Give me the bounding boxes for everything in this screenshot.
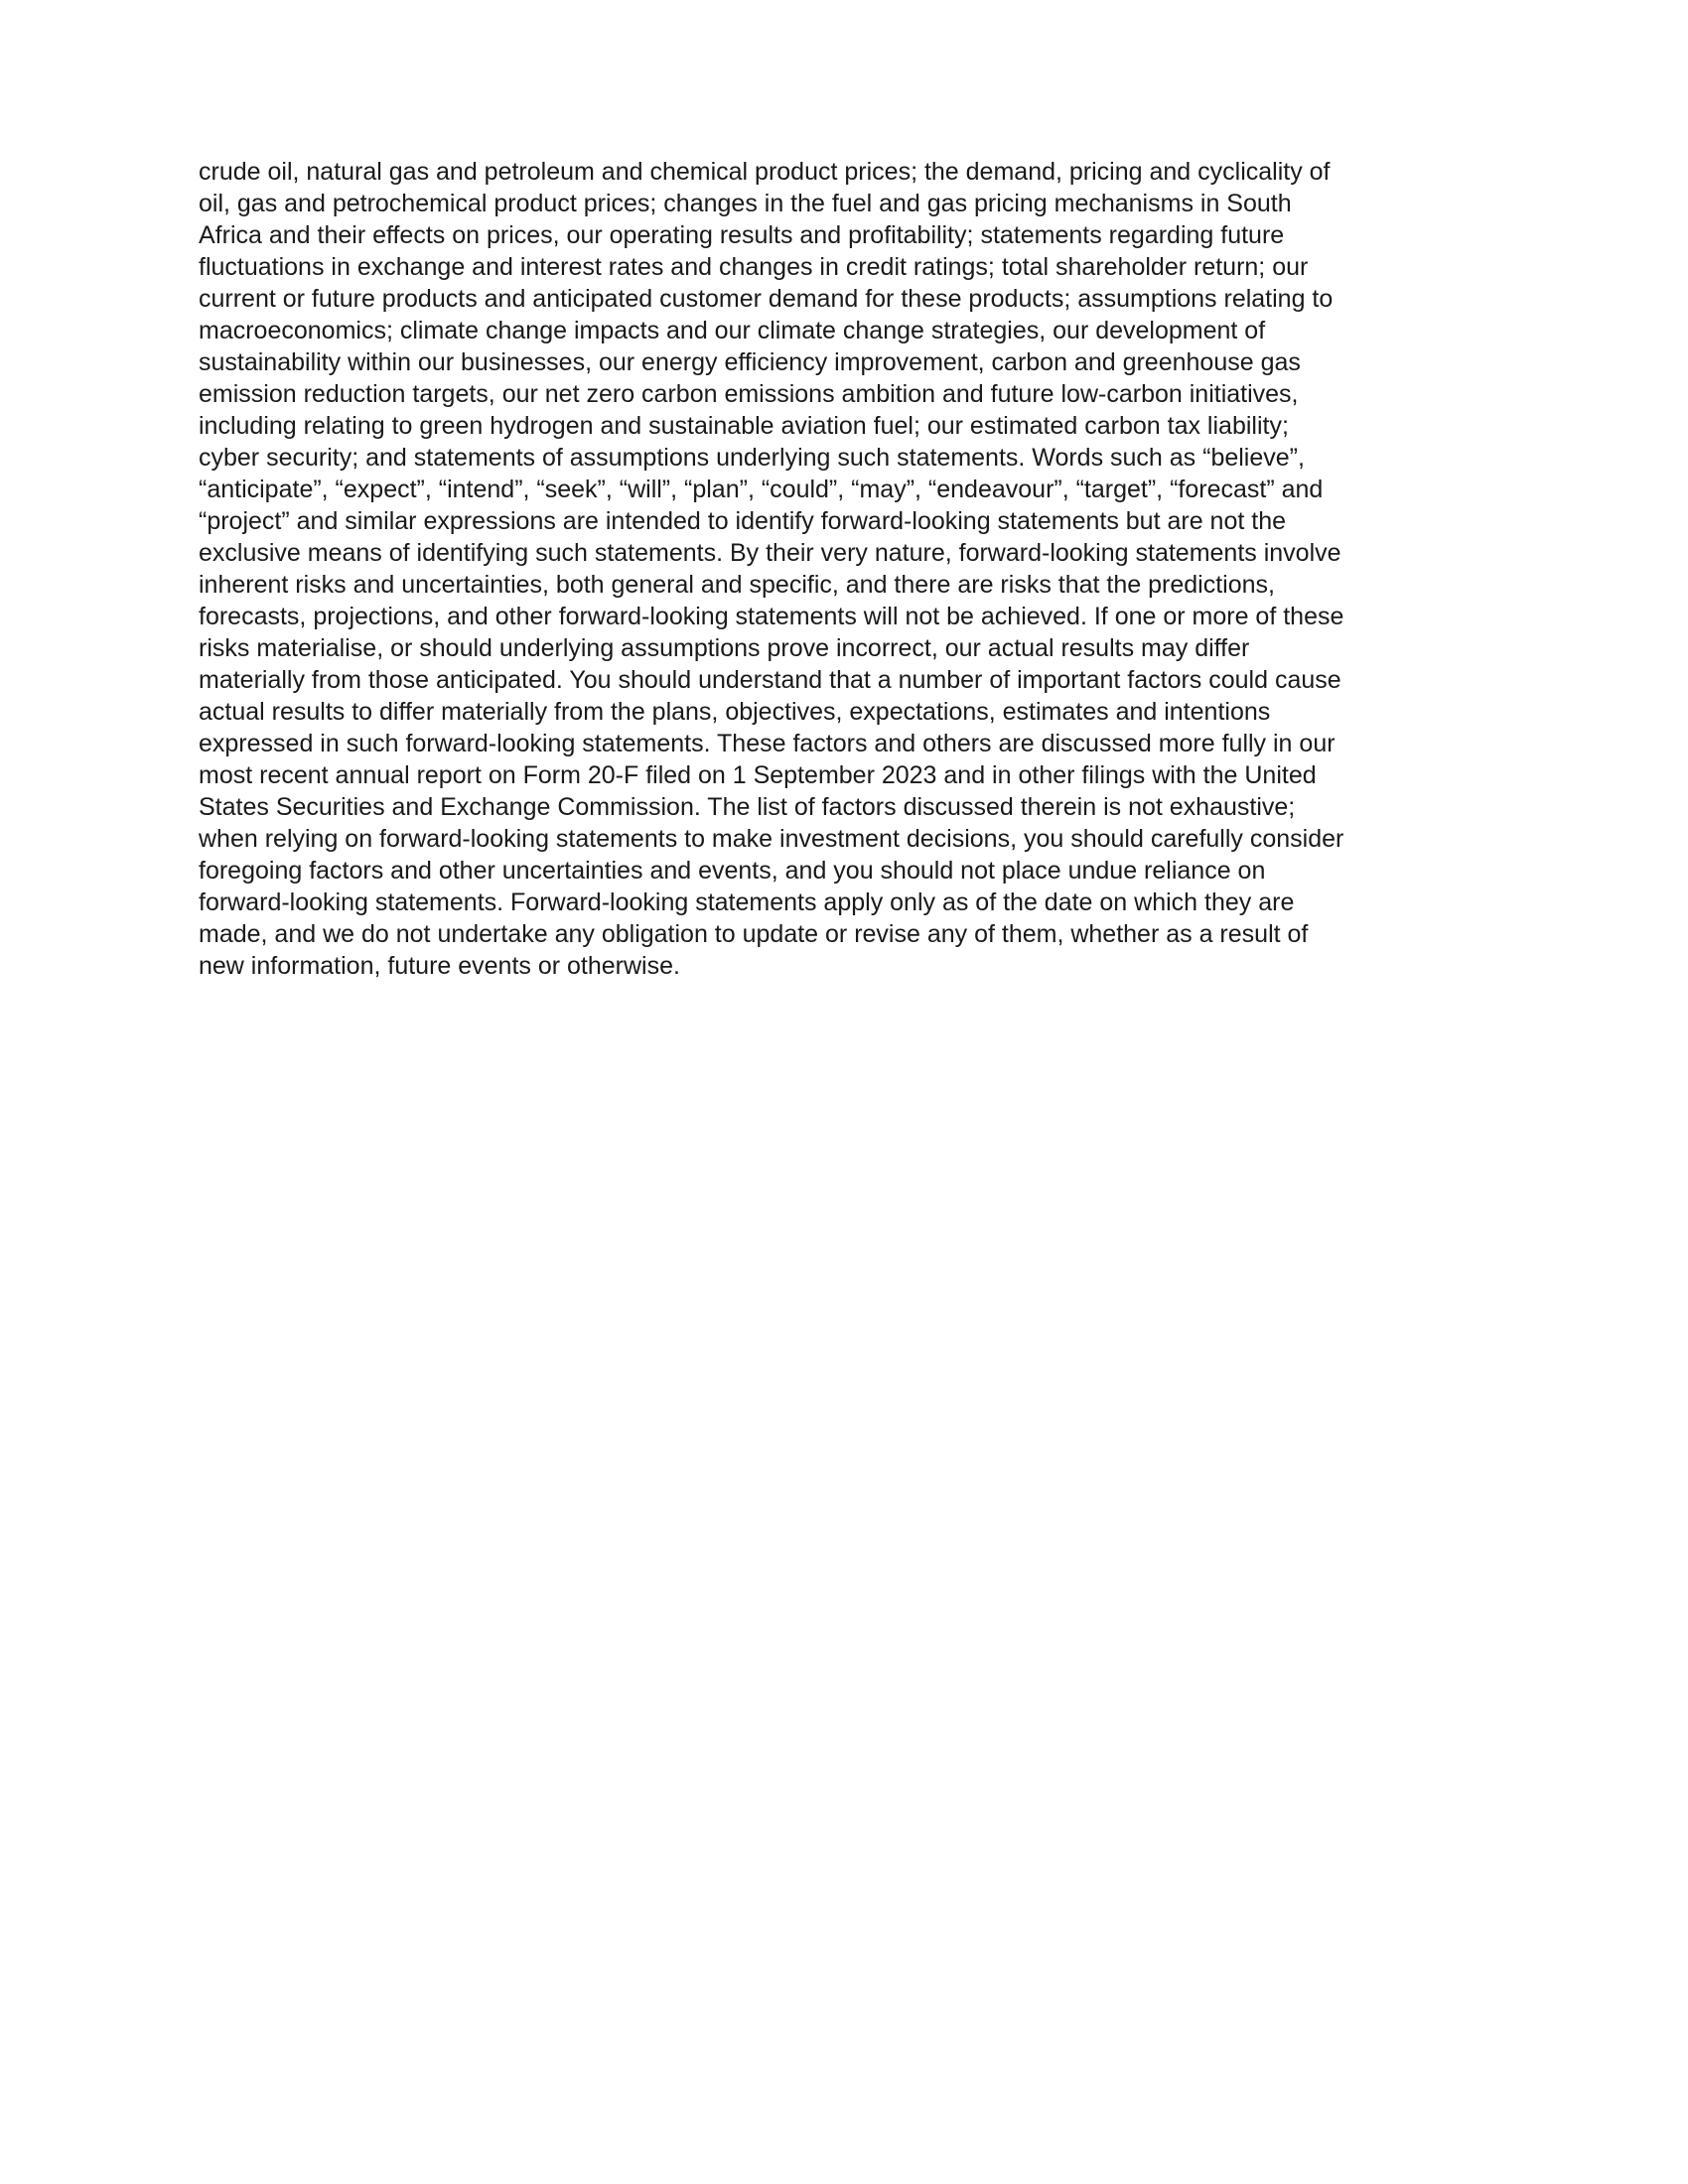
paragraph-line: when relying on forward-looking statements to make investment decisions, you should carefully consider <box>199 825 1344 853</box>
paragraph-line: oil, gas and petrochemical product prices; changes in the fuel and gas pricing mechanisms in South <box>199 190 1292 217</box>
paragraph-line: current or future products and anticipated customer demand for these products; assumptions relating to <box>199 285 1334 313</box>
paragraph-line: exclusive means of identifying such statements. By their very nature, forward-looking statements involve <box>199 539 1341 567</box>
paragraph-line: foregoing factors and other uncertainties and events, and you should not place undue reliance on <box>199 857 1266 885</box>
paragraph-line: “project” and similar expressions are intended to identify forward-looking statements but are not the <box>199 507 1287 535</box>
paragraph-line: forecasts, projections, and other forward-looking statements will not be achieved. If one or more of these <box>199 603 1344 630</box>
paragraph-line: actual results to differ materially from the plans, objectives, expectations, estimates and intentions <box>199 698 1271 726</box>
paragraph-line: cyber security; and statements of assumptions underlying such statements. Words such as “believe”, <box>199 444 1305 472</box>
paragraph-line: including relating to green hydrogen and sustainable aviation fuel; our estimated carbon tax liability; <box>199 412 1289 440</box>
paragraph-line: “anticipate”, “expect”, “intend”, “seek”, “will”, “plan”, “could”, “may”, “endeavour”, “target”, “forecast” and <box>199 476 1324 503</box>
forward-looking-statements-paragraph <box>199 156 1489 982</box>
paragraph-line: risks materialise, or should underlying assumptions prove incorrect, our actual results may differ <box>199 634 1250 662</box>
paragraph-line: crude oil, natural gas and petroleum and chemical product prices; the demand, pricing and cyclicality of <box>199 158 1331 186</box>
paragraph-line: materially from those anticipated. You should understand that a number of important factors could cause <box>199 666 1341 694</box>
paragraph-line: sustainability within our businesses, our energy efficiency improvement, carbon and greenhouse gas <box>199 348 1301 376</box>
paragraph-line: Africa and their effects on prices, our operating results and profitability; statements regarding future <box>199 221 1285 249</box>
paragraph-line: emission reduction targets, our net zero carbon emissions ambition and future low-carbon initiatives, <box>199 380 1299 408</box>
paragraph-line: fluctuations in exchange and interest rates and changes in credit ratings; total shareholder return; our <box>199 253 1309 281</box>
paragraph-line: made, and we do not undertake any obligation to update or revise any of them, whether as a result of <box>199 920 1309 948</box>
paragraph-line: inherent risks and uncertainties, both general and specific, and there are risks that the predictions, <box>199 571 1275 599</box>
paragraph-line: most recent annual report on Form 20-F filed on 1 September 2023 and in other filings with the United <box>199 761 1317 789</box>
paragraph-line: new information, future events or otherwise. <box>199 952 680 980</box>
paragraph-line: States Securities and Exchange Commission. The list of factors discussed therein is not exhaustive; <box>199 793 1296 821</box>
paragraph-line: macroeconomics; climate change impacts and our climate change strategies, our development of <box>199 317 1266 344</box>
paragraph-line: expressed in such forward-looking statements. These factors and others are discussed more fully in our <box>199 730 1336 757</box>
paragraph-line: forward-looking statements. Forward-looking statements apply only as of the date on which they are <box>199 888 1295 916</box>
